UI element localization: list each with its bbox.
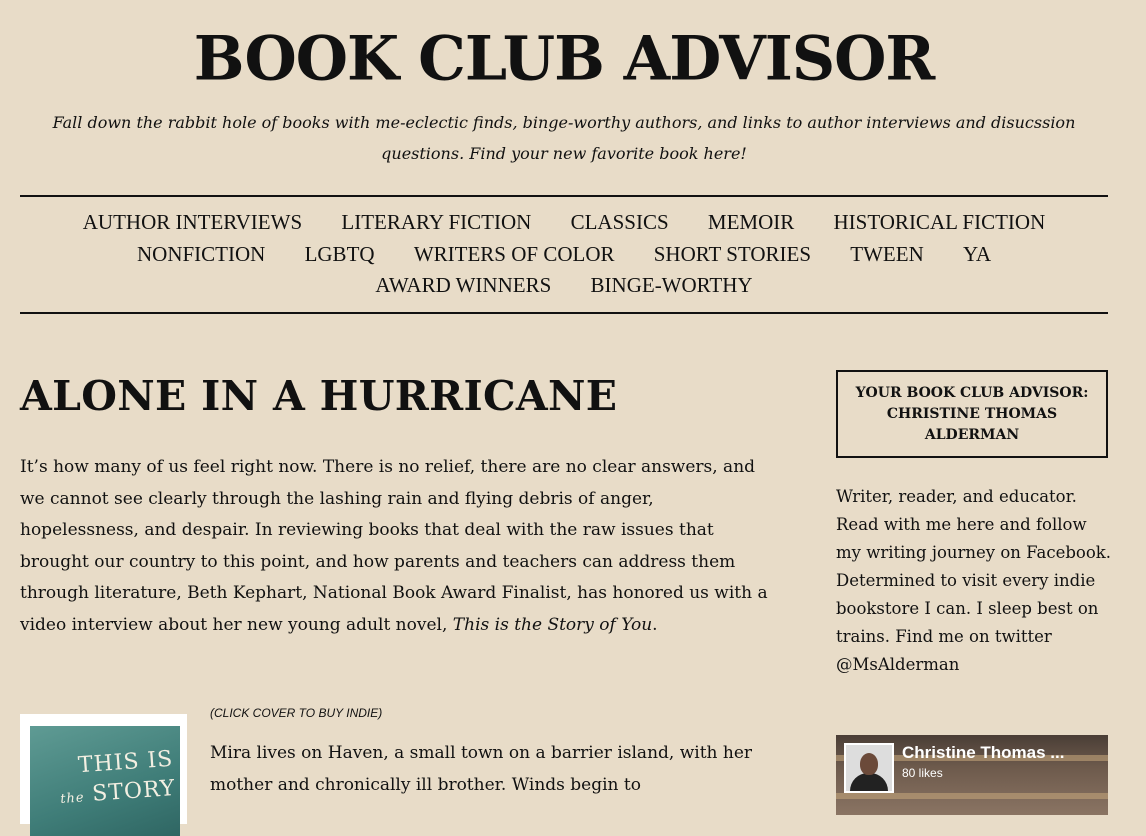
nav-row-1 bbox=[20, 207, 1108, 239]
post-intro-paragraph bbox=[20, 452, 768, 641]
nav-bottom-rule bbox=[20, 312, 1108, 314]
site-title[interactable]: BOOK CLUB ADVISOR bbox=[193, 23, 935, 95]
nav-item-binge-worthy[interactable]: BINGE-WORTHY bbox=[590, 273, 753, 297]
post-title[interactable]: ALONE IN A HURRICANE bbox=[20, 372, 618, 420]
avatar[interactable] bbox=[844, 743, 894, 793]
post-intro-text: It’s how many of us feel right now. There is no relief, there are no clear answers, and we cannot see clearly through the lashing rain and flying debris of anger, hopelessness, and despair. In reviewing books that deal with the raw issues that brought our country to this point, and how parents and teachers can address them through literature, Beth Kephart, National Book Award Finalist, has honored us with a video interview about her new young adult novel, bbox=[20, 457, 768, 635]
facebook-like-count: 80 likes bbox=[902, 766, 943, 780]
nav-row-2 bbox=[20, 239, 1108, 271]
nav-item-classics[interactable]: CLASSICS bbox=[570, 210, 669, 234]
post-intro-book-title: This is the Story of You bbox=[452, 614, 653, 635]
avatar-head bbox=[860, 753, 878, 775]
nav-item-writers-of-color[interactable]: WRITERS OF COLOR bbox=[413, 241, 615, 266]
sidebar-bio: Writer, reader, and educator. Read with me here and follow my writing journey on Facebook. Determined to visit every indie bookstore I can. I sleep best on trains. Find me on twitter @MsAlderman bbox=[836, 487, 1112, 674]
sidebar-widget-title-text: YOUR BOOK CLUB ADVISOR: CHRISTINE THOMAS ALDERMAN bbox=[855, 384, 1089, 443]
book-cover-art bbox=[30, 726, 180, 836]
cover-title-story: STORY bbox=[91, 776, 177, 807]
nav-top-rule bbox=[20, 195, 1108, 197]
nav-item-historical-fiction[interactable]: HISTORICAL FICTION bbox=[833, 210, 1046, 234]
facebook-page-widget[interactable] bbox=[836, 735, 1108, 815]
cover-title-line2 bbox=[59, 776, 176, 809]
nav-item-author-interviews[interactable]: AUTHOR INTERVIEWS bbox=[82, 210, 303, 234]
main-navigation bbox=[20, 207, 1108, 302]
nav-item-ya[interactable]: YA bbox=[963, 241, 992, 266]
facebook-page-name[interactable]: Christine Thomas ... bbox=[902, 743, 1065, 762]
avatar-shoulders bbox=[850, 773, 888, 791]
post-intro-end: . bbox=[652, 614, 658, 635]
nav-item-award-winners[interactable]: AWARD WINNERS bbox=[375, 273, 552, 297]
sidebar-widget-title bbox=[836, 370, 1108, 458]
cover-title-the: the bbox=[59, 790, 86, 808]
site-tagline: Fall down the rabbit hole of books with me-eclectic finds, binge-worthy authors, and links to author interviews and disucssion questions. Find your new favorite book here! bbox=[52, 113, 1076, 163]
nav-item-tween[interactable]: TWEEN bbox=[850, 241, 924, 266]
cover-title-line1: THIS IS bbox=[77, 746, 175, 779]
bookshelf-decoration bbox=[836, 793, 1108, 799]
nav-item-nonfiction[interactable]: NONFICTION bbox=[136, 241, 266, 266]
cover-buy-note: (CLICK COVER TO BUY INDIE) bbox=[210, 706, 383, 720]
nav-item-lgbtq[interactable]: LGBTQ bbox=[304, 241, 375, 266]
post-summary-paragraph: Mira lives on Haven, a small town on a barrier island, with her mother and chronically ill brother. Winds begin to bbox=[210, 743, 753, 795]
nav-item-memoir[interactable]: MEMOIR bbox=[707, 210, 795, 234]
nav-item-short-stories[interactable]: SHORT STORIES bbox=[653, 241, 812, 266]
nav-row-3 bbox=[20, 270, 1108, 302]
nav-item-literary-fiction[interactable]: LITERARY FICTION bbox=[341, 210, 532, 234]
book-cover-image[interactable] bbox=[20, 714, 187, 824]
